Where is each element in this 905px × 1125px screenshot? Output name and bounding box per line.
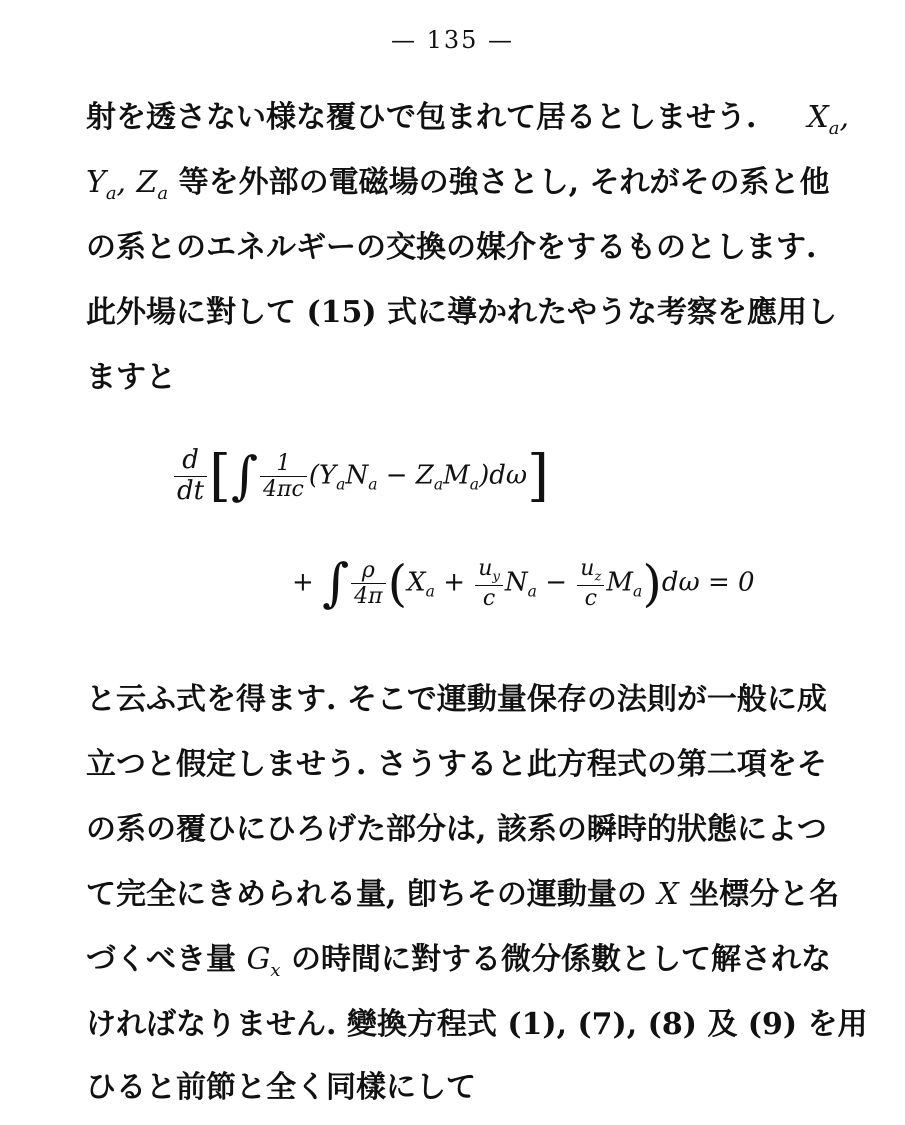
paragraph-2-line-1: と云ふ式を得ます. そこで運動量保存の法則が一般に成: [86, 682, 827, 717]
one-over-4pic: $\frac{1}{4\pi c}$: [260, 451, 307, 503]
uy-over-c: $\frac{u_y}{c}$: [475, 556, 503, 611]
paragraph-1-line-4: 此外場に對して (15) 式に導かれたやうな考察を應用し: [86, 295, 838, 330]
paragraph-1-line-1: [86, 98, 849, 149]
paragraph-2-line-3: の系の覆ひにひろげた部分は, 該系の瞬時的狀態によつ: [86, 812, 827, 847]
paragraph-2-line-2: 立つと假定しませう. さうすると此方程式の第二項をそ: [86, 747, 827, 782]
integral-sign-2: ∫: [322, 553, 350, 614]
page-number: — 135 —: [390, 26, 515, 54]
paragraph-2-line-6: ければなりません. 變換方程式 (1), (7), (8) 及 (9) を用: [86, 1007, 868, 1042]
var-ya: $Y_a$,: [86, 165, 127, 204]
var-gx: $G_x$: [246, 942, 281, 981]
paragraph-1-line-5: ますと: [86, 360, 176, 395]
paragraph-2-line-7: ひると前節と全く同樣にして: [86, 1070, 476, 1105]
text: 等を外部の電磁場の強さとし, それがその系と他: [178, 165, 830, 200]
left-bracket: [: [209, 443, 231, 509]
paragraph-1-line-2: [86, 163, 829, 214]
var-za: $Z_a$: [136, 165, 169, 204]
equation-line-2: + ∫ $\frac{\rho}{4\pi}$ ($X_a$ + $\frac{u_y}{c}$ $N_a$ − $\frac{u_z}{c}$ $M_a)d\omega = 0$: [292, 553, 755, 614]
d-dt-fraction: $\frac{d}{dt}$: [174, 446, 207, 507]
paragraph-2-line-4: て完全にきめられる量, 卽ちその運動量の X 坐標分と名: [86, 877, 840, 912]
paragraph-1-line-3: の系とのエネルギーの交換の媒介をするものとします.: [86, 230, 817, 265]
right-bracket: ]: [527, 443, 549, 509]
uz-over-c: $\frac{u_z}{c}$: [577, 556, 604, 611]
var-x: X: [657, 877, 679, 912]
rho-over-4pi: $\frac{\rho}{4\pi}$: [351, 558, 385, 610]
paragraph-2-line-5: づくべき量 $G_x$ の時間に對する微分係數として解されな: [86, 942, 832, 981]
equation-line-1: $\frac{d}{dt}$ [∫ $\frac{1}{4\pi c}$ $(Y_aN_a - Z_aM_a)d\omega$]: [172, 446, 549, 507]
integral-sign: ∫: [230, 446, 259, 507]
var-xa: $X_a$,: [807, 100, 849, 139]
text: 射を透さない様な覆ひで包まれて居るとしませう.: [86, 100, 757, 135]
